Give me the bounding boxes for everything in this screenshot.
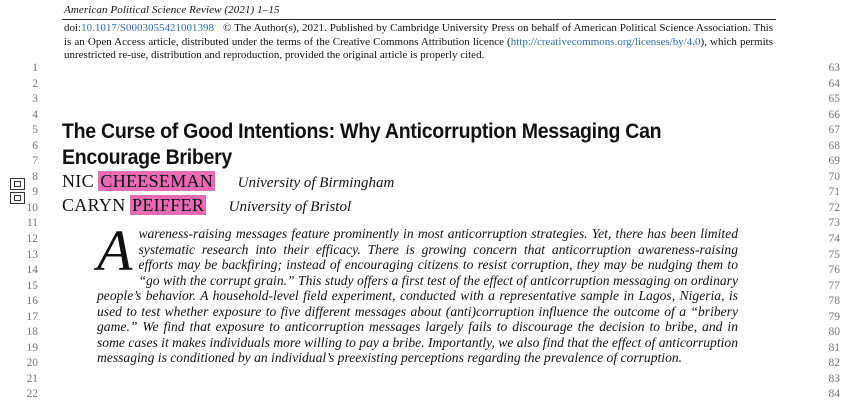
author-affiliation: University of Birmingham	[237, 175, 395, 191]
line-number: 68	[828, 139, 840, 152]
doi-link[interactable]: 10.1017/S0003055421001398	[81, 22, 215, 34]
comment-marker-icon[interactable]	[10, 178, 25, 190]
article-title: The Curse of Good Intentions: Why Anticorruption Messaging Can Encourage Bribery	[62, 120, 662, 169]
line-number: 17	[26, 310, 38, 323]
doi-prefix: doi:	[64, 22, 82, 34]
line-number: 63	[828, 62, 840, 74]
line-number: 7	[32, 155, 38, 168]
line-number: 67	[828, 124, 840, 137]
copyright-text: © The Author(s), 2021. Published by Cambridge University Press on behalf of American Political Science Association. This is an Open Access article, distributed under the terms of the Creative Commons Attribution licence (	[64, 22, 773, 48]
copyright-notice	[64, 22, 773, 63]
line-numbers-right	[818, 61, 840, 403]
line-number: 81	[828, 341, 840, 354]
line-number: 82	[828, 357, 840, 370]
line-number: 4	[32, 108, 38, 121]
line-number: 73	[828, 217, 840, 230]
author-first-name: CARYN	[62, 195, 126, 215]
line-number: 2	[32, 77, 38, 90]
line-number: 70	[828, 170, 840, 183]
line-number: 13	[26, 248, 38, 261]
line-number: 9	[32, 186, 38, 199]
copyright-text-end: ), which permits unrestricted re-use, distribution and reproduction, provided the original article is properly cited.	[64, 35, 774, 61]
line-number: 72	[828, 201, 840, 214]
line-number: 77	[828, 279, 840, 292]
header-rule	[62, 19, 776, 20]
abstract	[97, 218, 738, 366]
line-number: 11	[26, 217, 38, 230]
line-number: 74	[828, 233, 840, 246]
journal-citation: American Political Science Review (2021) 1–15	[64, 4, 280, 16]
line-number: 12	[26, 233, 38, 246]
author-line	[62, 171, 394, 192]
line-number: 8	[32, 170, 38, 183]
license-link[interactable]: http://creativecommons.org/licenses/by/4.0	[510, 35, 701, 48]
line-number: 69	[828, 155, 840, 168]
line-number: 22	[26, 388, 38, 401]
line-number: 21	[26, 372, 38, 385]
line-number: 3	[32, 93, 38, 106]
author-first-name: NIC	[62, 171, 94, 191]
line-number: 66	[828, 108, 840, 121]
line-number: 75	[828, 248, 840, 261]
line-number: 83	[828, 372, 840, 385]
line-number: 84	[828, 388, 840, 401]
line-number: 64	[828, 77, 840, 90]
line-number: 16	[26, 295, 38, 308]
author-last-name-highlighted[interactable]: PEIFFER	[132, 195, 205, 215]
author-affiliation: University of Bristol	[228, 199, 352, 215]
line-number: 1	[32, 62, 38, 74]
line-number: 20	[26, 357, 38, 370]
line-number: 71	[828, 186, 840, 199]
line-number: 80	[828, 326, 840, 339]
line-number: 18	[26, 326, 38, 339]
author-line	[62, 195, 351, 216]
line-numbers-left	[16, 61, 38, 403]
line-number: 6	[32, 139, 38, 152]
line-number: 5	[32, 124, 38, 137]
line-number: 15	[26, 279, 38, 292]
line-number: 14	[26, 264, 38, 277]
line-number: 10	[26, 201, 38, 214]
line-number: 19	[26, 341, 38, 354]
author-last-name-highlighted[interactable]: CHEESEMAN	[100, 171, 214, 191]
abstract-text: wareness-raising messages feature prominently in most anticorruption strategies. Yet, there has been limited systematic research into their efficacy. There is growing concern that anticorruption awareness-raising efforts may be backfiring; instead of encouraging citizens to resist corruption, they may be nudging them to “go with the corrupt grain.” This study offers a first test of the effect of anticorruption messaging on ordinary people’s behavior. A household-level field experiment, conducted with a representative sample in Lagos, Nigeria, is used to test whether exposure to five different messages about (anti)corruption influence the outcome of a “bribery game.” We find that exposure to anticorruption messages largely fails to discourage the decision to bribe, and in some cases it makes individuals more willing to pay a bribe. Importantly, we also find that the effect of anticorruption messaging is conditioned by an individual’s preexisting perceptions regarding the prevalence of corruption.	[97, 226, 738, 366]
line-number: 79	[828, 310, 840, 323]
line-number: 76	[828, 264, 840, 277]
annotation-markers	[10, 178, 25, 206]
abstract-drop-cap: A	[97, 218, 133, 283]
line-number: 65	[828, 93, 840, 106]
line-number: 78	[828, 295, 840, 308]
comment-marker-icon[interactable]	[10, 192, 25, 204]
